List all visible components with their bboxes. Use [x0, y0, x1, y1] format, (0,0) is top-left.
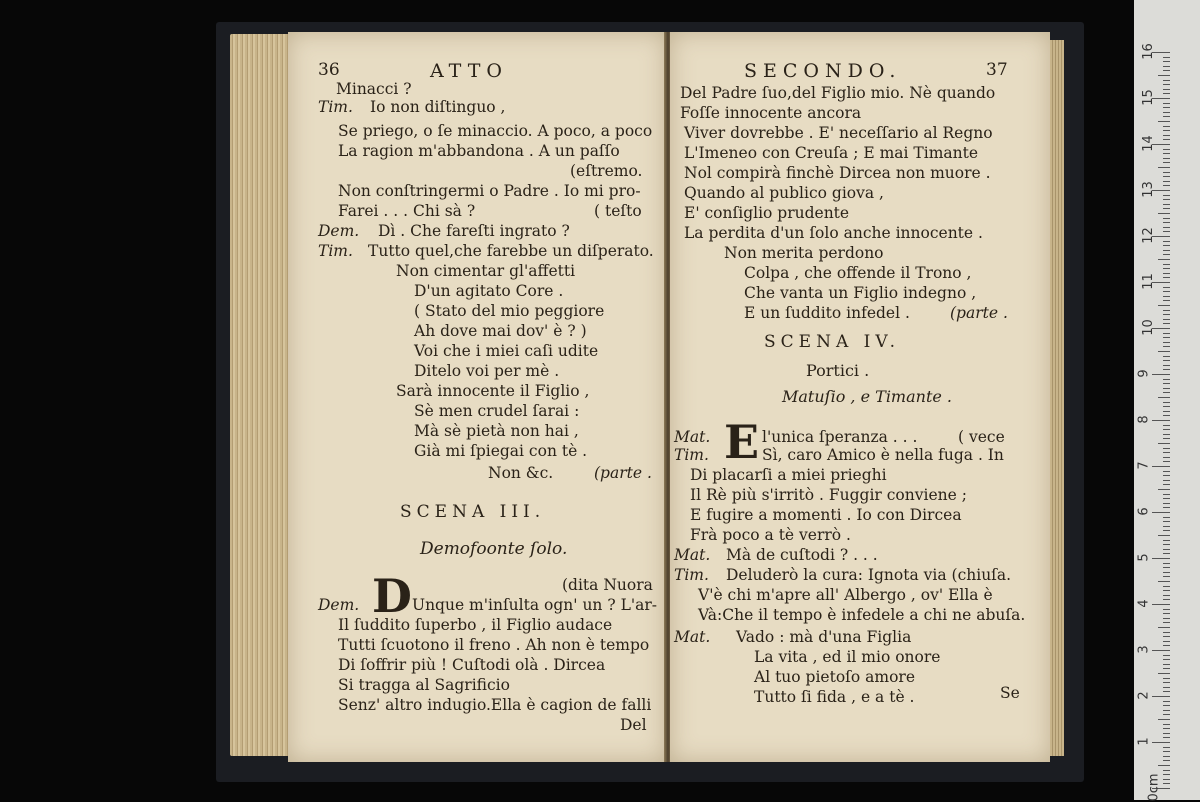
ruler-tick — [1163, 530, 1170, 531]
page-edges-left — [230, 34, 290, 756]
ruler-tick — [1163, 622, 1170, 623]
speaker-label: Tim. — [674, 566, 709, 584]
ruler-tick — [1163, 595, 1170, 596]
text-line: Sì, caro Amico è nella fuga . In — [762, 446, 1004, 464]
text-line: Che vanta un Figlio indegno , — [744, 284, 977, 302]
text-line: Già mi ſpiegai con tè . — [414, 442, 588, 460]
ruler-tick — [1152, 696, 1170, 697]
ruler-tick — [1163, 429, 1170, 430]
ruler-tick — [1163, 452, 1170, 453]
text-line: E fugire a momenti . Io con Dircea — [690, 506, 962, 524]
ruler-tick — [1163, 89, 1170, 90]
ruler-label: 3 — [1136, 645, 1152, 654]
ruler-tick — [1163, 250, 1170, 251]
text-line: Mà de cuſtodi ? . . . — [726, 546, 878, 564]
ruler-tick — [1163, 222, 1170, 223]
ruler-tick — [1163, 323, 1170, 324]
ruler-tick — [1163, 576, 1170, 577]
text-line: Ah dove mai dov' è ? ) — [414, 322, 587, 340]
ruler-tick — [1163, 241, 1170, 242]
ruler-label: 8 — [1136, 415, 1152, 424]
ruler-tick — [1163, 277, 1170, 278]
ruler-tick — [1163, 199, 1170, 200]
speaker-label: Dem. — [318, 222, 360, 240]
ruler-tick — [1163, 103, 1170, 104]
scene-title: SCENA III. — [400, 502, 546, 522]
ruler-tick — [1163, 668, 1170, 669]
ruler-tick — [1163, 126, 1170, 127]
ruler-label: 15 — [1140, 89, 1156, 106]
ruler-tick — [1163, 618, 1170, 619]
ruler-tick — [1152, 650, 1170, 651]
running-head: ATTO — [430, 60, 508, 82]
ruler-tick — [1163, 287, 1170, 288]
ruler-tick — [1158, 121, 1170, 122]
speaker-label: Mat. — [674, 428, 711, 446]
text-line: D'un agitato Core . — [414, 282, 564, 300]
ruler-tick — [1163, 475, 1170, 476]
ruler-tick — [1163, 779, 1170, 780]
ruler-tick — [1163, 737, 1170, 738]
ruler-tick — [1163, 471, 1170, 472]
ruler-tick — [1163, 567, 1170, 568]
measurement-ruler — [1134, 0, 1200, 800]
text-line: Di ſoffrir più ! Cuſtodi olà . Dircea — [338, 656, 606, 674]
scene-subtitle: Demofoonte ſolo. — [420, 539, 568, 559]
ruler-tick — [1163, 181, 1170, 182]
ruler-tick — [1163, 333, 1170, 334]
ruler-tick — [1163, 314, 1170, 315]
text-line: Nol compirà finchè Dircea non muore . — [684, 164, 991, 182]
ruler-tick — [1163, 705, 1170, 706]
ruler-tick — [1163, 185, 1170, 186]
speaker-label: Tim. — [318, 242, 353, 260]
ruler-tick — [1163, 484, 1170, 485]
ruler-label: 9 — [1136, 369, 1152, 378]
text-line: Unque m'inſulta ogn' un ? L'ar- — [412, 596, 658, 614]
ruler-tick — [1163, 227, 1170, 228]
ruler-tick — [1163, 93, 1170, 94]
ruler-tick — [1163, 783, 1170, 784]
ruler-tick — [1163, 540, 1170, 541]
ruler-tick — [1163, 457, 1170, 458]
ruler-tick — [1163, 521, 1170, 522]
ruler-tick — [1158, 305, 1170, 306]
ruler-tick — [1158, 167, 1170, 168]
ruler-tick — [1163, 346, 1170, 347]
ruler-tick — [1163, 300, 1170, 301]
ruler-tick — [1163, 774, 1170, 775]
text-line: Viver dovrebbe . E' neceſſario al Regno — [684, 124, 993, 142]
ruler-tick — [1163, 438, 1170, 439]
ruler-tick — [1152, 512, 1170, 513]
text-line: Minacci ? — [336, 80, 412, 98]
ruler-tick — [1163, 402, 1170, 403]
ruler-tick — [1163, 609, 1170, 610]
ruler-tick — [1163, 645, 1170, 646]
speaker-label: Tim. — [674, 446, 709, 464]
text-line: Ditelo voi per mè . — [414, 362, 560, 380]
ruler-tick — [1163, 507, 1170, 508]
text-line: Farei . . . Chi sà ? — [338, 202, 476, 220]
speaker-label: Tim. — [318, 98, 353, 116]
ruler-label: 16 — [1140, 43, 1156, 60]
text-line: Al tuo pietoſo amore — [754, 668, 916, 686]
text-line: Colpa , che offende il Trono , — [744, 264, 972, 282]
ruler-tick — [1163, 66, 1170, 67]
ruler-tick — [1163, 572, 1170, 573]
ruler-tick — [1163, 296, 1170, 297]
ruler-tick — [1163, 254, 1170, 255]
ruler-tick — [1163, 760, 1170, 761]
ruler-tick — [1163, 687, 1170, 688]
ruler-tick — [1163, 728, 1170, 729]
ruler-tick — [1163, 664, 1170, 665]
speaker-label: Dem. — [318, 596, 360, 614]
text-line: Tutto quel,che farebbe un diſperato. — [368, 242, 654, 260]
ruler-tick — [1163, 310, 1170, 311]
ruler-label: 5 — [1136, 553, 1152, 562]
text-line: ( vece — [958, 428, 1005, 446]
ruler-tick — [1163, 319, 1170, 320]
ruler-tick — [1163, 149, 1170, 150]
running-head: SECONDO. — [744, 60, 902, 82]
text-line: (eſtremo. — [570, 162, 643, 180]
ruler-tick — [1163, 208, 1170, 209]
ruler-tick — [1163, 195, 1170, 196]
ruler-tick — [1158, 259, 1170, 260]
catchword: Se — [1000, 684, 1020, 702]
ruler-tick — [1158, 719, 1170, 720]
ruler-tick — [1163, 107, 1170, 108]
text-line: E un ſuddito infedel . — [744, 304, 910, 322]
ruler-tick — [1163, 613, 1170, 614]
stage-direction: (parte . — [594, 464, 652, 482]
ruler-tick — [1163, 751, 1170, 752]
ruler-tick — [1163, 632, 1170, 633]
ruler-tick — [1163, 415, 1170, 416]
ruler-tick — [1163, 153, 1170, 154]
text-line: Dì . Che fareſti ingrato ? — [378, 222, 570, 240]
ruler-tick — [1163, 599, 1170, 600]
scene-place: Portici . — [806, 361, 870, 380]
ruler-tick — [1163, 158, 1170, 159]
drop-cap: D — [372, 569, 412, 623]
ruler-tick — [1158, 351, 1170, 352]
ruler-tick — [1158, 581, 1170, 582]
ruler-tick — [1152, 420, 1170, 421]
text-line: L'Imeneo con Creuſa ; E mai Timante — [684, 144, 979, 162]
ruler-label: 14 — [1140, 135, 1156, 152]
scene-characters: Matuſio , e Timante . — [782, 387, 953, 406]
ruler-tick — [1163, 691, 1170, 692]
text-line: Tutto ſi fida , e a tè . — [754, 688, 915, 706]
ruler-tick — [1158, 75, 1170, 76]
drop-cap: E — [724, 415, 760, 469]
ruler-tick — [1163, 549, 1170, 550]
text-line: ( teſto — [594, 202, 642, 220]
text-line: Non merita perdono — [724, 244, 884, 262]
ruler-label: 2 — [1136, 691, 1152, 700]
ruler-tick — [1163, 655, 1170, 656]
catchword: Del — [620, 716, 647, 734]
ruler-tick — [1163, 204, 1170, 205]
ruler-tick — [1163, 544, 1170, 545]
ruler-tick — [1163, 710, 1170, 711]
page-number: 36 — [318, 60, 340, 80]
ruler-label: 13 — [1140, 181, 1156, 198]
text-line: E' conſiglio prudente — [684, 204, 850, 222]
ruler-tick — [1163, 162, 1170, 163]
ruler-tick — [1163, 172, 1170, 173]
ruler-tick — [1163, 112, 1170, 113]
ruler-tick — [1163, 291, 1170, 292]
ruler-tick — [1158, 397, 1170, 398]
ruler-tick — [1163, 733, 1170, 734]
ruler-tick — [1163, 553, 1170, 554]
ruler-tick — [1163, 461, 1170, 462]
ruler-tick — [1163, 724, 1170, 725]
ruler-tick — [1163, 360, 1170, 361]
ruler-tick — [1163, 245, 1170, 246]
ruler-tick — [1163, 641, 1170, 642]
text-line: Sarà innocente il Figlio , — [396, 382, 590, 400]
ruler-label: 1 — [1136, 737, 1152, 746]
left-page — [288, 32, 666, 762]
ruler-tick — [1163, 116, 1170, 117]
ruler-tick — [1163, 264, 1170, 265]
ruler-label: 10 — [1140, 319, 1156, 336]
ruler-label: 12 — [1140, 227, 1156, 244]
right-page — [670, 32, 1050, 762]
text-line: Voi che i miei caſi udite — [414, 342, 599, 360]
ruler-tick — [1163, 526, 1170, 527]
text-line: Frà poco a tè verrò . — [690, 526, 851, 544]
text-line: Il Rè più s'irritò . Fuggir conviene ; — [690, 486, 967, 504]
ruler-tick — [1163, 480, 1170, 481]
text-line: Il ſuddito ſuperbo , il Figlio audace — [338, 616, 613, 634]
ruler-tick — [1163, 84, 1170, 85]
page-edges-right — [1050, 40, 1064, 756]
text-line: Sè men crudel ſarai : — [414, 402, 580, 420]
ruler-label: 7 — [1136, 461, 1152, 470]
text-line: La ragion m'abbandona . A un paſſo — [338, 142, 620, 160]
ruler-tick — [1163, 425, 1170, 426]
text-line: Si tragga al Sagrificio — [338, 676, 510, 694]
ruler-tick — [1163, 586, 1170, 587]
ruler-tick — [1163, 517, 1170, 518]
ruler-tick — [1163, 406, 1170, 407]
text-line: Quando al publico giova , — [684, 184, 884, 202]
text-line: Mà sè pietà non hai , — [414, 422, 579, 440]
ruler-tick — [1163, 70, 1170, 71]
stage-direction: (parte . — [950, 304, 1008, 322]
text-line: V'è chi m'apre all' Albergo , ov' Ella è — [698, 586, 993, 604]
ruler-tick — [1163, 678, 1170, 679]
ruler-tick — [1163, 176, 1170, 177]
ruler-tick — [1163, 365, 1170, 366]
text-line: Io non diſtinguo , — [370, 98, 506, 116]
ruler-tick — [1158, 535, 1170, 536]
ruler-tick — [1163, 388, 1170, 389]
text-line: Non cimentar gl'affetti — [396, 262, 576, 280]
ruler-tick — [1163, 636, 1170, 637]
text-line: Foſſe innocente ancora — [680, 104, 862, 122]
ruler-tick — [1163, 756, 1170, 757]
ruler-tick — [1158, 489, 1170, 490]
ruler-tick — [1163, 356, 1170, 357]
text-line: Se priego, o ſe minaccio. A poco, a poco — [338, 122, 653, 140]
scene-title: SCENA IV. — [764, 332, 901, 352]
ruler-tick — [1163, 563, 1170, 564]
ruler-tick — [1163, 498, 1170, 499]
ruler-tick — [1163, 135, 1170, 136]
ruler-tick — [1158, 627, 1170, 628]
ruler-tick — [1152, 742, 1170, 743]
ruler-tick — [1163, 268, 1170, 269]
ruler-tick — [1163, 411, 1170, 412]
text-line: La perdita d'un ſolo anche innocente . — [684, 224, 983, 242]
ruler-tick — [1163, 139, 1170, 140]
ruler-tick — [1158, 443, 1170, 444]
ruler-tick — [1163, 590, 1170, 591]
ruler-tick — [1158, 673, 1170, 674]
speaker-label: Mat. — [674, 628, 711, 646]
ruler-tick — [1158, 213, 1170, 214]
ruler-tick — [1163, 218, 1170, 219]
text-line: Deluderò la cura: Ignota via (chiuſa. — [726, 566, 1012, 584]
ruler-tick — [1163, 682, 1170, 683]
ruler-tick — [1163, 273, 1170, 274]
ruler-tick — [1163, 747, 1170, 748]
ruler-tick — [1163, 494, 1170, 495]
ruler-tick — [1163, 659, 1170, 660]
ruler-tick — [1163, 80, 1170, 81]
text-line: (dita Nuora — [562, 576, 653, 594]
ruler-tick — [1158, 765, 1170, 766]
ruler-tick — [1163, 503, 1170, 504]
ruler-label: 0cm — [1146, 773, 1162, 802]
ruler-tick — [1163, 448, 1170, 449]
ruler-tick — [1163, 379, 1170, 380]
ruler-tick — [1163, 61, 1170, 62]
page-number: 37 — [986, 60, 1008, 80]
ruler-tick — [1163, 392, 1170, 393]
text-line: l'unica ſperanza . . . — [762, 428, 918, 446]
text-line: Vado : mà d'una Figlia — [736, 628, 912, 646]
ruler-tick — [1163, 130, 1170, 131]
ruler-tick — [1163, 57, 1170, 58]
text-line: Non conſtringermi o Padre . Io mi pro- — [338, 182, 641, 200]
ruler-tick — [1163, 434, 1170, 435]
ruler-tick — [1163, 714, 1170, 715]
ruler-label: 11 — [1140, 273, 1156, 290]
text-line: Del Padre ſuo,del Figlio mio. Nè quando — [680, 84, 996, 102]
text-line: Và:Che il tempo è infedele a chi ne abuſa. — [698, 606, 1026, 624]
ruler-tick — [1163, 701, 1170, 702]
speaker-label: Mat. — [674, 546, 711, 564]
ruler-tick — [1152, 374, 1170, 375]
text-line: Tutti ſcuotono il freno . Ah non è tempo — [338, 636, 650, 654]
text-line: Non &c. — [488, 464, 554, 482]
ruler-tick — [1163, 369, 1170, 370]
ruler-tick — [1163, 342, 1170, 343]
ruler-tick — [1163, 231, 1170, 232]
ruler-tick — [1152, 558, 1170, 559]
text-line: Di placarſi a miei prieghi — [690, 466, 887, 484]
text-line: ( Stato del mio peggiore — [414, 302, 605, 320]
ruler-tick — [1152, 604, 1170, 605]
ruler-label: 4 — [1136, 599, 1152, 608]
ruler-tick — [1152, 466, 1170, 467]
text-line: Senz' altro indugio.Ella è cagion de falli — [338, 696, 652, 714]
ruler-tick — [1163, 337, 1170, 338]
ruler-tick — [1163, 383, 1170, 384]
ruler-tick — [1163, 770, 1170, 771]
ruler-label: 6 — [1136, 507, 1152, 516]
text-line: La vita , ed il mio onore — [754, 648, 941, 666]
